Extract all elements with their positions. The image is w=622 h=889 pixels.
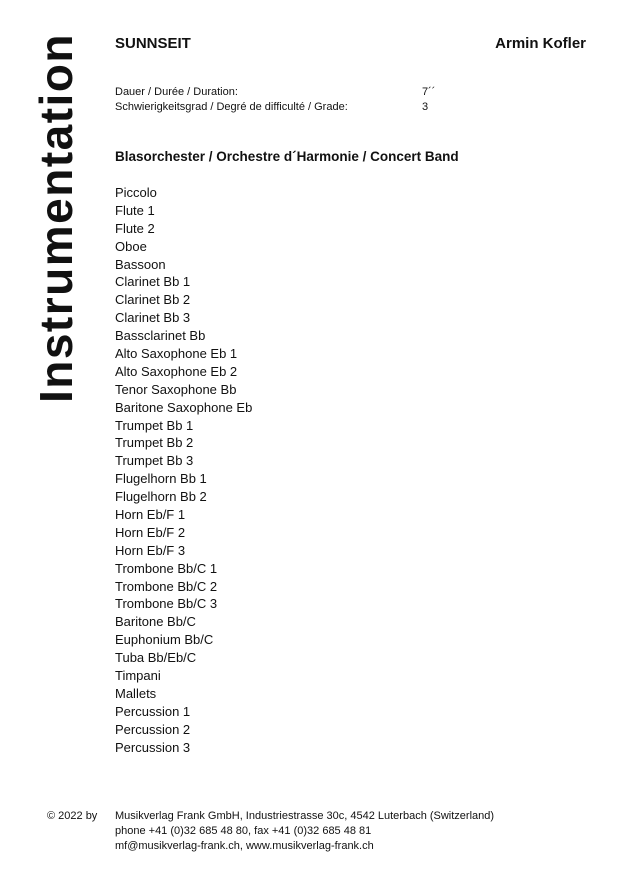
vertical-title [32, 28, 80, 408]
instrument-item: Oboe [115, 238, 147, 254]
meta-block [115, 85, 435, 115]
footer-line-phone: phone +41 (0)32 685 48 80, fax +41 (0)32 685 48 81 [115, 825, 372, 837]
vertical-title-text: Instrumentation [30, 32, 82, 404]
instrument-item: Trombone Bb/C 1 [115, 560, 218, 576]
instrument-item: Trombone Bb/C 2 [115, 578, 218, 594]
footer-line-contact: mf@musikverlag-frank.ch, www.musikverlag-frank.ch [115, 840, 374, 852]
instrument-item: Horn Eb/F 1 [115, 507, 186, 523]
grade-label: Schwierigkeitsgrad / Degré de difficulté / Grade: [115, 101, 348, 113]
instrument-item: Flugelhorn Bb 1 [115, 471, 207, 487]
instrument-item: Alto Saxophone Eb 2 [115, 363, 238, 379]
instrument-item: Timpani [115, 668, 161, 684]
meta-row-duration [115, 85, 435, 100]
footer-address [115, 809, 494, 854]
grade-value: 3 [422, 101, 429, 113]
instrument-item: Trumpet Bb 2 [115, 435, 194, 451]
ensemble-heading: Blasorchester / Orchestre d´Harmonie / Concert Band [115, 149, 459, 164]
instrument-item: Flute 2 [115, 220, 155, 236]
meta-row-grade [115, 100, 435, 115]
instrument-item: Bassoon [115, 256, 166, 272]
instrument-item: Clarinet Bb 1 [115, 274, 191, 290]
instrument-item: Flugelhorn Bb 2 [115, 489, 207, 505]
instrument-item: Percussion 1 [115, 703, 191, 719]
duration-value: 7´´ [422, 86, 436, 98]
instrument-item: Baritone Bb/C [115, 614, 196, 630]
instrument-item: Flute 1 [115, 202, 155, 218]
instrument-item: Horn Eb/F 2 [115, 524, 186, 540]
instrument-item: Tuba Bb/Eb/C [115, 650, 197, 666]
instrument-item: Alto Saxophone Eb 1 [115, 346, 238, 362]
instrument-item: Horn Eb/F 3 [115, 542, 186, 558]
instrument-item: Piccolo [115, 185, 157, 200]
instrument-item: Clarinet Bb 2 [115, 292, 191, 308]
instrument-item: Trumpet Bb 3 [115, 453, 194, 469]
instrument-item: Clarinet Bb 3 [115, 310, 191, 326]
instrument-item: Mallets [115, 685, 157, 701]
instrument-item: Trombone Bb/C 3 [115, 596, 218, 612]
footer-copyright: © 2022 by [47, 810, 98, 822]
instrument-item: Baritone Saxophone Eb [115, 399, 253, 415]
footer [47, 809, 494, 854]
instrument-item: Tenor Saxophone Bb [115, 381, 237, 397]
piece-title: SUNNSEIT [115, 35, 191, 52]
instrument-item: Percussion 2 [115, 721, 191, 737]
composer-name: Armin Kofler [495, 35, 586, 52]
instrument-item: Euphonium Bb/C [115, 632, 214, 648]
duration-label: Dauer / Durée / Duration: [115, 86, 238, 98]
instrument-item: Percussion 3 [115, 739, 191, 755]
footer-line-publisher: Musikverlag Frank GmbH, Industriestrasse 30c, 4542 Luterbach (Switzerland) [115, 810, 495, 822]
instrument-item: Bassclarinet Bb [115, 328, 206, 344]
instrument-list [115, 184, 252, 757]
instrument-item: Trumpet Bb 1 [115, 417, 194, 433]
